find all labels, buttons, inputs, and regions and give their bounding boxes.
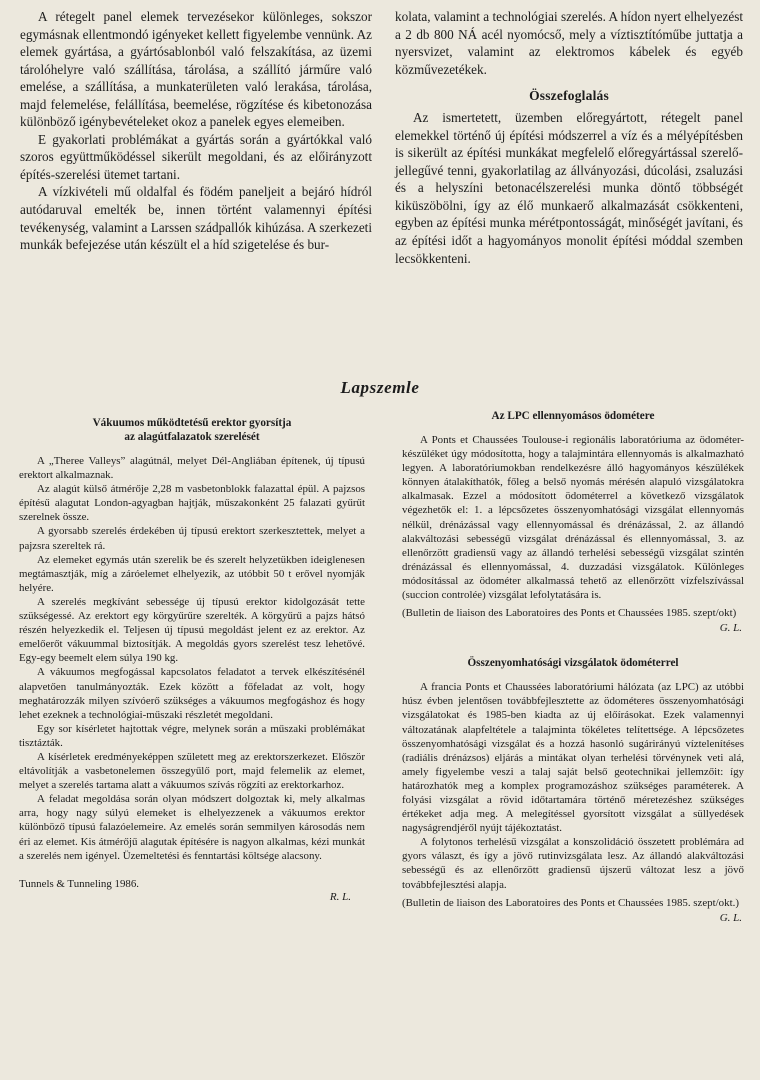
body-paragraph: A vízkivételi mű oldalfal és födém paneljeit a bejáró hídról autódaruval emelték be, innen történt valamennyi építési tevékenység, valamint a Larssen szádpallók kihúzása. A szerkezeti munkák befejezése után készült el a híd szigetelése és bur-: [20, 184, 372, 253]
article-paragraph: A kísérletek eredményeképpen született meg az erektorszerkezet. Először eltávolítják a vasbetonelemen összegyűlő port, majd felemelik az elemet, melyet a szerelés tartama alatt a vákuumos szívás rögzíti az erektorkarhoz.: [19, 750, 365, 792]
article-paragraph: A vákuumos megfogással kapcsolatos feladatot a tervek elkészítésénél alapvetően tanulmányozták. Ezek között a főfeladat az volt, hogy meghatározzák milyen szívóerő szükséges a vákuumos megfogáshoz és hogy lehet ezeknek a technológiai-műszaki részletét megoldani.: [19, 666, 365, 721]
section-title: Lapszemle: [340, 378, 420, 397]
article-source: (Bulletin de liaison des Laboratoires des Ponts et Chaussées 1985. szept/okt.): [402, 896, 739, 909]
summary-paragraph: Az ismertetett, üzemben előregyártott, rétegelt panel elemekkel történő új építési módszerrel a víz és a mélyépítésben is sikerült az építési munkákat megfelelő előregyártással szerelő-jellegűvé tenni, gyakorlatilag az állványozási, dúcolási, zsaluzási és a helyszíni betonacélszerelési munka döntő többségét kiküszöbölni, így az élő munkaerő alkalmazását csökkenteni, egyben az építési munka mérétpontosságát, minőségét javítani, és az építési időt a hagyományos monolit építési móddal szemben lecsökkenteni.: [395, 110, 743, 266]
article-paragraph: Egy sor kísérletet hajtottak végre, melynek során a műszaki problémákat tisztázták.: [19, 722, 365, 749]
article-title-line: az alagútfalazatok szerelését: [124, 431, 260, 443]
article-paragraph: A Ponts et Chaussées Toulouse-i regionális laboratóriuma az ödométer-készüléket úgy módosította, hogy a talajmintára ellennyomás is alkalmazható legyen. A laboratóriumokban rendelkezésre álló hagyományos készülékek könnyen átalakíthatók, főleg a belső nyomás mérésén alapuló vizsgálatokra alkalmasak. Ezzel a módosított ödométerrel a következő vizsgálatok végezhetők el: 1. a lépcsőzetes összenyomhatósági vizsgálat ellennyomás nélkül, drénázással vagy ellennyomással és drénázással, 2. az állandó alakváltozási sebességű vizsgálat drénázással és ellennyomással, 3. az ellenőrzött gradiensű vagy az állandó terhelési sebességű vizsgálat szintén drénázással és ellennyomással, 4. duzzadási vizsgálatok. Különleges módosítással az ödométer alkalmassá tehető az ellenőrzött vízfelszívással (succion controlée) vizsgálat lefolytatására is.: [402, 434, 744, 602]
article-source: Tunnels & Tunneling 1986.: [19, 877, 140, 890]
article-paragraph: A folytonos terhelésű vizsgálat a konszolidáció összetett problémára ad gyors választ, és így a jövő rutinvizsgálata lesz. Az állandó alakváltozási sebességű és az ellenőrzött gradiensű újszerű változat lesz a jövő továbbfejlesztési alapja.: [402, 836, 744, 891]
author-initials: G. L.: [719, 622, 742, 635]
author-initials: R. L.: [329, 890, 351, 903]
body-paragraph: A rétegelt panel elemek tervezésekor különleges, sokszor egymásnak ellentmondó igényeket kellett figyelembe vennünk. Az elemek gyártása, a gyártósablonból való felszakítása, az üzemi tárolóhelyre való szállítása, tárolása, a szállító járműre való emelése, a szállítása, a munkaterületen való lerakása, tárolása, majd felemelése, felállítása, beemelése, rögzítése és kibetonozása különböző igénybevételeket okoz a panelek egyes elemeiben.: [20, 9, 372, 130]
article-title: [19, 416, 365, 444]
article-paragraph: A feladat megoldása során olyan módszert dolgoztak ki, mely alkalmas arra, hogy nagy súlyú elemeket is elhelyezzenek a vákuumos erektor különböző típusú falazóelemeire. Az emelés során semmilyen károsodás nem éri az elemet. Kis átmérőjű alagutak építésére is nagyon alkalmas, kézi munkát a szerelés nem igényel. Üzemeltetési és fenntartási költsége alacsony.: [19, 793, 365, 862]
article-paragraph: Az elemeket egymás után szerelik be és szerelt helyzetükben ideiglenesen megtámasztják, míg a záróelemet elhelyezik, az utóbbit 50 t erővel nyomják helyére.: [19, 553, 365, 594]
review-right-column: [402, 409, 744, 924]
article-paragraph: A szerelés megkívánt sebessége új típusú erektor kidolgozását tette szükségessé. Az erektort egy körgyűrűre szerelték. A körgyűrű a pajzs hátsó részén helyezkedik el. Teljesen új típusú megoldást jelent ez az erektor. Az emelőerőt vákuummal biztosítják. A megoldás gyors szerelést tesz lehetővé. Egy-egy beemelt elem súlya 190 kg.: [19, 595, 365, 665]
body-paragraph-continuation: kolata, valamint a technológiai szerelés. A hídon nyert elhelyezést a 2 db 800 NÁ acél nyomócső, mely a víztisztítóműbe juttatja a nyersvizet, valamint az elektromos kábelek és egyéb közművezetékek.: [395, 9, 743, 77]
article-paragraph: A francia Ponts et Chaussées laboratóriumi hálózata (az LPC) az utóbbi húsz évben jelentősen továbbfejlesztette az ödométeres összenyomhatósági vizsgálatokat és 1985-ben kiadta az új előírásokat. Ezek valamennyi változatának alapfeltétele a talajminta tökéletes telítettsége. A lépcsőzetes összenyomhatósági vizsgálat és a hozzá hasonló sugárirányú víztelenítéses (radiális drénázsos) eljárás a mintákat olyan terhelési törvénynek veti alá, amely figyelembe veszi a talaj saját belső geotechnikai jellemzőit: így határozhatók meg a komplex programozáshoz szükséges paraméterek. A folyási vizsgálat a rövid időtartamára történő méretezéshez szükséges értékeket adja meg. A melegítéssel gyorsított vizsgálat a süllyedések nagyságrendjéről nyújt tájékoztatást.: [402, 681, 744, 835]
author-initials: G. L.: [719, 911, 742, 924]
article-source: (Bulletin de liaison des Laboratoires des Ponts et Chaussées 1985. szept/okt): [402, 607, 737, 620]
article-paragraph: Az alagút külső átmérője 2,28 m vasbetonblokk falazattal épül. A pajzsos építésű alagutat London-agyagban hajtják, műszakonként 25 falazati gyűrűt szerelnek össze.: [19, 483, 365, 524]
article-title: Összenyomhatósági vizsgálatok ödométerrel: [467, 657, 679, 670]
top-right-column: [395, 8, 743, 267]
body-paragraph: E gyakorlati problémákat a gyártás során a gyártókkal való szoros együttműködéssel sikerült megoldani, és az előirányzott építés-szerelési ütemet tartani.: [20, 131, 372, 182]
article-title: Az LPC ellennyomásos ödométere: [491, 410, 655, 422]
top-left-column: [20, 8, 372, 254]
article-paragraph: A gyorsabb szerelés érdekében új típusú erektort szerkesztettek, melyet a pajzsra szereltek rá.: [19, 525, 365, 552]
summary-heading: Összefoglalás: [529, 88, 609, 104]
article-paragraph: A „Theree Valleys” alagútnál, melyet Dél-Angliában építenek, új típusú erektort alkalmaznak.: [19, 455, 365, 482]
review-left-column: [19, 416, 365, 903]
article-title-line: Vákuumos működtetésű erektor gyorsítja: [92, 417, 292, 429]
